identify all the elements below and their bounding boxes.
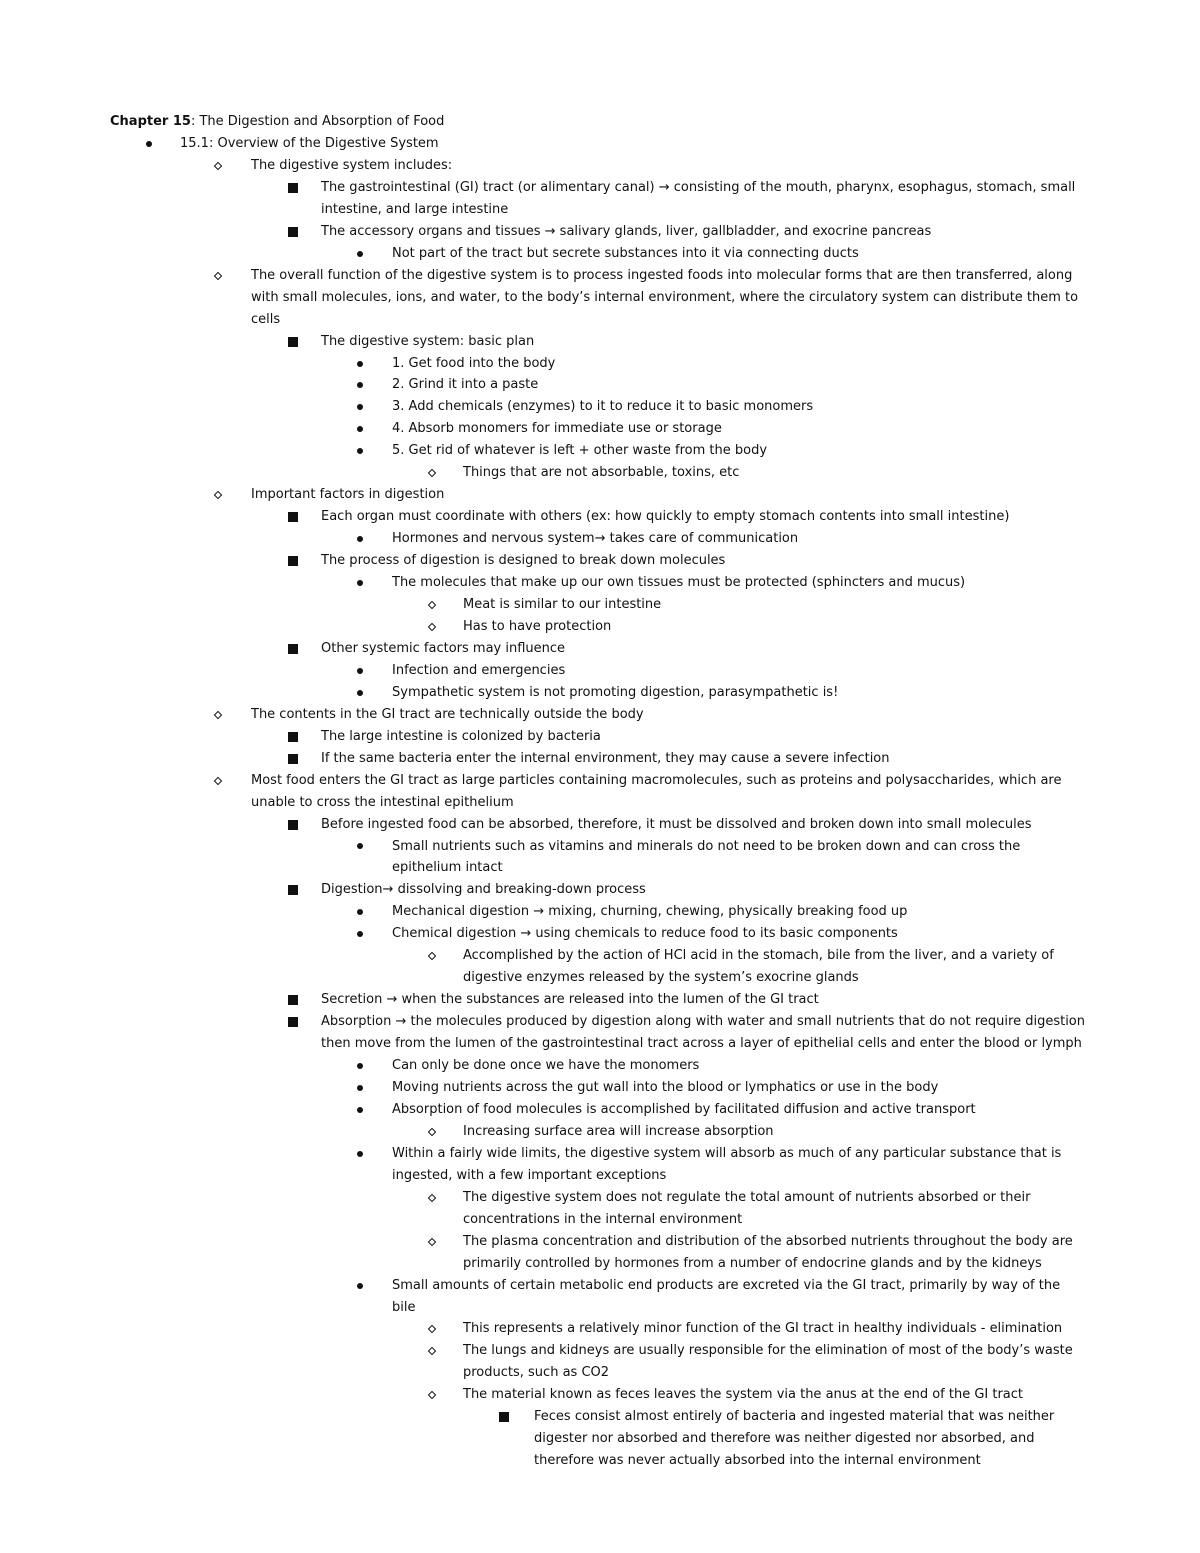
list-item [0,1340,1200,1384]
list-item-text: The large intestine is colonized by bacteria [321,728,601,744]
diamond-bullet-icon [425,462,439,484]
list-item-text: The overall function of the digestive system is to process ingested foods into molecular forms that are then transferred, along with small molecules, ions, and water, to the body’s internal environment, where the circulatory system can distribute them to cells [251,267,1079,327]
list-item [0,221,1200,243]
list-item [0,836,1200,880]
filled-square-bullet-icon [286,1011,300,1033]
list-item [0,1143,1200,1187]
list-item-text: 3. Add chemicals (enzymes) to it to reduce it to basic monomers [392,399,814,415]
diamond-bullet-icon [211,265,225,287]
list-item-text: 4. Absorb monomers for immediate use or storage [392,421,722,437]
filled-square-bullet-icon [286,177,300,199]
diamond-bullet-icon [211,484,225,506]
list-item [0,660,1200,682]
list-item [0,331,1200,353]
list-item [0,1384,1200,1406]
list-item-text: Feces consist almost entirely of bacteria and ingested material that was neither digester nor absorbed and therefore was neither digested nor absorbed, and therefore was never actually absorbed into the internal environment [534,1409,1055,1469]
list-item-text: Digestion→ dissolving and breaking-down process [321,882,646,898]
list-item-text: Moving nutrients across the gut wall into the blood or lymphatics or use in the body [392,1079,939,1095]
page-title [110,112,444,132]
list-item [0,901,1200,923]
list-item [0,374,1200,396]
chapter-number: Chapter 15 [110,114,191,129]
filled-circle-bullet-icon [353,1275,367,1297]
list-item [0,484,1200,506]
list-item-text: Mechanical digestion → mixing, churning, chewing, physically breaking food up [392,904,908,920]
list-item [0,616,1200,638]
list-item [0,572,1200,594]
diamond-bullet-icon [425,1318,439,1340]
diamond-bullet-icon [425,594,439,616]
filled-circle-bullet-icon [353,682,367,704]
list-item-text: Accomplished by the action of HCl acid in the stomach, bile from the liver, and a variety of digestive enzymes released by the system’s exocrine glands [463,948,1054,986]
filled-circle-bullet-icon [353,1099,367,1121]
diamond-bullet-icon [211,155,225,177]
filled-square-bullet-icon [286,879,300,901]
list-item [0,1275,1200,1319]
filled-circle-bullet-icon [353,901,367,923]
filled-circle-bullet-icon [353,353,367,375]
list-item [0,265,1200,331]
list-item [0,1099,1200,1121]
list-item [0,506,1200,528]
list-item-text: Each organ must coordinate with others (ex: how quickly to empty stomach contents into small intestine) [321,509,1010,525]
filled-square-bullet-icon [286,550,300,572]
list-item-text: The process of digestion is designed to break down molecules [321,553,726,569]
list-item-text: Can only be done once we have the monomers [392,1058,700,1074]
list-item [0,396,1200,418]
diamond-bullet-icon [425,1187,439,1209]
list-item [0,770,1200,814]
diamond-bullet-icon [425,1231,439,1253]
list-item [0,1318,1200,1340]
list-item-text: The lungs and kidneys are usually responsible for the elimination of most of the body’s waste products, such as CO2 [463,1343,1073,1381]
list-item [0,1406,1200,1472]
list-item [0,353,1200,375]
chapter-title: : The Digestion and Absorption of Food [190,114,445,129]
list-item-text: Absorption of food molecules is accomplished by facilitated diffusion and active transport [392,1101,976,1117]
list-item [0,726,1200,748]
list-item [0,243,1200,265]
list-item [0,1011,1200,1055]
list-item [0,1187,1200,1231]
list-item [0,177,1200,221]
filled-square-bullet-icon [286,989,300,1011]
list-item-text: The accessory organs and tissues → salivary glands, liver, gallbladder, and exocrine pancreas [321,223,932,239]
list-item-text: Secretion → when the substances are released into the lumen of the GI tract [321,992,819,1008]
list-item [0,1121,1200,1143]
list-item [0,594,1200,616]
list-item-text: Chemical digestion → using chemicals to reduce food to its basic components [392,926,898,942]
filled-square-bullet-icon [286,748,300,770]
list-item-text: Important factors in digestion [251,487,445,503]
diamond-bullet-icon [211,704,225,726]
filled-circle-bullet-icon [353,923,367,945]
list-item-text: The digestive system: basic plan [321,333,535,349]
list-item-text: Most food enters the GI tract as large particles containing macromolecules, such as proteins and polysaccharides, which are unable to cross the intestinal epithelium [251,772,1062,810]
list-item-text: The plasma concentration and distribution of the absorbed nutrients throughout the body are primarily controlled by hormones from a number of endocrine glands and by the kidneys [463,1233,1073,1271]
list-item [0,155,1200,177]
diamond-bullet-icon [425,1384,439,1406]
list-item-text: The material known as feces leaves the system via the anus at the end of the GI tract [463,1387,1024,1403]
list-item-text: Increasing surface area will increase absorption [463,1123,774,1139]
list-item-text: The contents in the GI tract are technically outside the body [251,706,644,722]
filled-square-bullet-icon [286,726,300,748]
list-item [0,1055,1200,1077]
filled-square-bullet-icon [497,1406,511,1428]
list-item-text: Before ingested food can be absorbed, therefore, it must be dissolved and broken down into small molecules [321,816,1032,832]
diamond-bullet-icon [211,770,225,792]
list-item-text: If the same bacteria enter the internal environment, they may cause a severe infection [321,750,890,766]
list-item-text: The molecules that make up our own tissues must be protected (sphincters and mucus) [392,575,966,591]
list-item-text: The gastrointestinal (GI) tract (or alimentary canal) → consisting of the mouth, pharynx, esophagus, stomach, small intestine, and large intestine [321,179,1076,217]
list-item-text: 2. Grind it into a paste [392,377,539,393]
list-item-text: Meat is similar to our intestine [463,597,662,613]
outline-list [0,133,1200,1472]
list-item [0,550,1200,572]
list-item-text: 15.1: Overview of the Digestive System [180,136,439,151]
list-item-text: This represents a relatively minor function of the GI tract in healthy individuals - elimination [463,1321,1063,1337]
list-item-text: Small nutrients such as vitamins and minerals do not need to be broken down and can cross the epithelium intact [392,838,1021,876]
list-item-text: Infection and emergencies [392,662,566,678]
filled-square-bullet-icon [286,331,300,353]
filled-circle-bullet-icon [353,418,367,440]
list-item-text: 1. Get food into the body [392,355,556,371]
filled-square-bullet-icon [286,221,300,243]
list-item-text: Absorption → the molecules produced by digestion along with water and small nutrients that do not require digestion then move from the lumen of the gastrointestinal tract across a layer of epithelial cells and enter the blood or lymph [321,1014,1085,1052]
list-item-text: Hormones and nervous system→ takes care of communication [392,531,799,547]
diamond-bullet-icon [425,945,439,967]
list-item [0,1231,1200,1275]
list-item [0,1077,1200,1099]
filled-square-bullet-icon [286,814,300,836]
filled-square-bullet-icon [286,638,300,660]
list-item-text: Sympathetic system is not promoting digestion, parasympathetic is! [392,684,839,700]
list-item [0,133,1200,155]
list-item-text: Has to have protection [463,618,612,634]
filled-circle-bullet-icon [353,1077,367,1099]
filled-circle-bullet-icon [353,1143,367,1165]
filled-circle-bullet-icon [353,660,367,682]
list-item-text: Within a fairly wide limits, the digestive system will absorb as much of any particular substance that is ingested, with a few important exceptions [392,1145,1062,1183]
list-item [0,945,1200,989]
list-item [0,638,1200,660]
list-item [0,814,1200,836]
list-item [0,528,1200,550]
list-item [0,989,1200,1011]
list-item-text: Not part of the tract but secrete substances into it via connecting ducts [392,245,859,261]
list-item [0,462,1200,484]
filled-circle-bullet-icon [142,133,156,155]
list-item [0,418,1200,440]
filled-circle-bullet-icon [353,1055,367,1077]
filled-square-bullet-icon [286,506,300,528]
diamond-bullet-icon [425,616,439,638]
filled-circle-bullet-icon [353,243,367,265]
list-item [0,923,1200,945]
list-item [0,704,1200,726]
list-item-text: 5. Get rid of whatever is left + other waste from the body [392,443,768,459]
diamond-bullet-icon [425,1121,439,1143]
list-item-text: The digestive system includes: [251,157,453,173]
list-item-text: The digestive system does not regulate the total amount of nutrients absorbed or their concentrations in the internal environment [463,1189,1031,1227]
list-item [0,748,1200,770]
filled-circle-bullet-icon [353,528,367,550]
list-item-text: Things that are not absorbable, toxins, etc [463,465,740,481]
filled-circle-bullet-icon [353,440,367,462]
filled-circle-bullet-icon [353,572,367,594]
diamond-bullet-icon [425,1340,439,1362]
list-item-text: Small amounts of certain metabolic end products are excreted via the GI tract, primarily by way of the bile [392,1277,1061,1315]
list-item-text: Other systemic factors may influence [321,640,566,656]
filled-circle-bullet-icon [353,396,367,418]
list-item [0,879,1200,901]
filled-circle-bullet-icon [353,374,367,396]
filled-circle-bullet-icon [353,836,367,858]
list-item [0,682,1200,704]
list-item [0,440,1200,462]
